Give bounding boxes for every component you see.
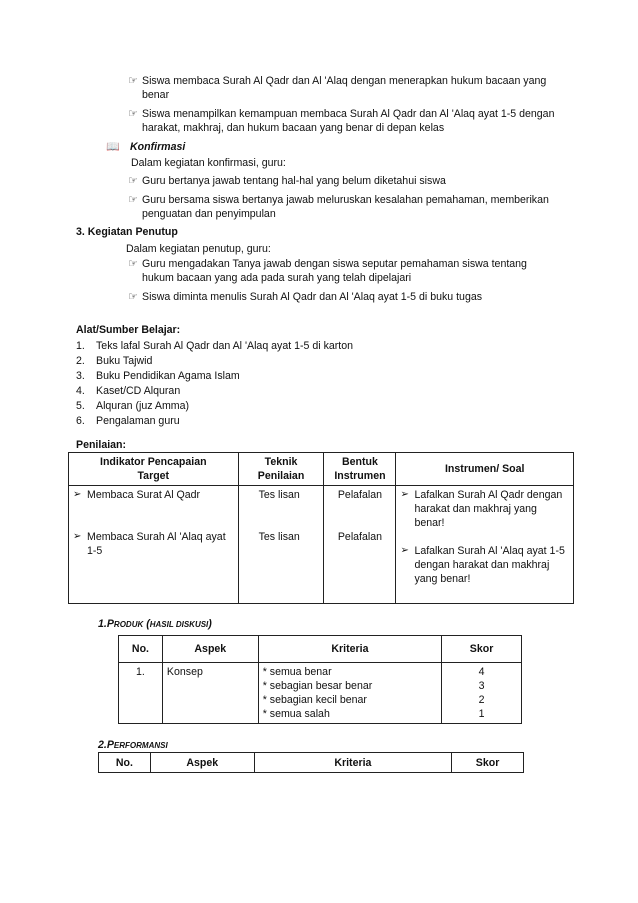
alat-text: Alquran (juz Amma) bbox=[96, 400, 190, 412]
arrow-bullet-icon: ➢ bbox=[400, 545, 409, 556]
bullet-text: Siswa menampilkan kemampuan membaca Surah Al Qadr dan Al 'Alaq ayat 1-5 dengan bbox=[142, 108, 555, 120]
bullet-text: hukum bacaan yang ada pada surah yang telah dipelajari bbox=[142, 272, 412, 284]
performansi-table bbox=[98, 752, 524, 773]
alat-text: Buku Pendidikan Agama Islam bbox=[96, 370, 240, 382]
header-kriteria: Kriteria bbox=[254, 753, 451, 773]
produk-table bbox=[118, 635, 522, 724]
alat-num: 1. bbox=[76, 340, 85, 352]
alat-item bbox=[76, 339, 353, 353]
bullet-text: Guru bertanya jawab tentang hal-hal yang belum diketahui siswa bbox=[142, 175, 446, 187]
no-cell: 1. bbox=[119, 663, 163, 724]
konfirmasi-intro: Dalam kegiatan konfirmasi, guru: bbox=[131, 157, 286, 169]
bentuk-cell bbox=[324, 486, 396, 604]
bullet-text: benar bbox=[142, 89, 170, 101]
teknik-cell bbox=[238, 486, 324, 604]
heading-rest: ERFORMANSI bbox=[113, 741, 168, 750]
header-text: Bentuk bbox=[342, 456, 378, 468]
table-row bbox=[69, 486, 574, 604]
soal-cell bbox=[396, 486, 574, 604]
alat-text: Buku Tajwid bbox=[96, 355, 153, 367]
indikator-text: 1-5 bbox=[87, 545, 103, 557]
heading-rest: RODUK bbox=[113, 620, 144, 629]
pointing-hand-icon: ☞ bbox=[128, 75, 138, 87]
header-text: Penilaian bbox=[257, 470, 305, 482]
penutup-bullet-2 bbox=[128, 290, 568, 304]
header-text: Indikator Pencapaian bbox=[100, 456, 207, 468]
performansi-header-row bbox=[99, 753, 524, 773]
heading-sub: HASIL DISKUSI bbox=[149, 620, 209, 629]
bullet-text: Siswa membaca Surah Al Qadr dan Al 'Alaq dengan menerapkan hukum bacaan yang bbox=[142, 75, 547, 87]
konfirmasi-title: Konfirmasi bbox=[130, 141, 186, 153]
pointing-hand-icon: ☞ bbox=[128, 108, 138, 120]
penutup-heading: 3. Kegiatan Penutup bbox=[76, 226, 178, 238]
header-bentuk bbox=[324, 453, 396, 486]
alat-heading: Alat/Sumber Belajar: bbox=[76, 324, 181, 336]
bullet-text: penguatan dan penyimpulan bbox=[142, 208, 276, 220]
penutup-intro: Dalam kegiatan penutup, guru: bbox=[126, 243, 271, 255]
alat-num: 4. bbox=[76, 385, 85, 397]
header-text: Instrumen bbox=[334, 470, 386, 482]
skor-text: 1 bbox=[478, 708, 485, 720]
penilaian-table bbox=[68, 452, 574, 604]
arrow-bullet-icon: ➢ bbox=[400, 489, 409, 500]
soal-text: Lafalkan Surah Al Qadr dengan bbox=[414, 489, 563, 501]
top-bullet-1 bbox=[128, 74, 568, 102]
soal-text: yang benar! bbox=[414, 573, 471, 585]
book-icon: 📖 bbox=[106, 141, 120, 153]
bullet-text: Guru mengadakan Tanya jawab dengan siswa seputar pemahaman siswa tentang bbox=[142, 258, 527, 270]
header-skor: Skor bbox=[442, 636, 522, 663]
produk-header-row bbox=[119, 636, 522, 663]
aspek-cell: Konsep bbox=[162, 663, 258, 724]
skor-text: 2 bbox=[478, 694, 485, 706]
kriteria-text: * semua benar bbox=[262, 666, 332, 678]
header-text: Teknik bbox=[264, 456, 298, 468]
header-kriteria: Kriteria bbox=[258, 636, 441, 663]
heading-num: 1. bbox=[98, 618, 107, 630]
heading-paren: ( bbox=[143, 618, 150, 630]
header-skor: Skor bbox=[452, 753, 524, 773]
penilaian-header-row bbox=[69, 453, 574, 486]
arrow-bullet-icon: ➢ bbox=[73, 489, 82, 500]
top-bullet-2 bbox=[128, 107, 568, 135]
alat-item bbox=[76, 384, 180, 398]
header-teknik bbox=[238, 453, 324, 486]
table-row bbox=[119, 663, 522, 724]
pointing-hand-icon: ☞ bbox=[128, 175, 138, 187]
alat-item bbox=[76, 369, 240, 383]
header-no: No. bbox=[99, 753, 151, 773]
kriteria-text: * semua salah bbox=[262, 708, 330, 720]
alat-item bbox=[76, 414, 180, 428]
konfirmasi-bullet-2 bbox=[128, 193, 568, 221]
teknik-text: Tes lisan bbox=[258, 489, 300, 501]
alat-text: Teks lafal Surah Al Qadr dan Al 'Alaq ayat 1-5 di karton bbox=[96, 340, 354, 352]
konfirmasi-bullet-1 bbox=[128, 174, 568, 188]
pointing-hand-icon: ☞ bbox=[128, 194, 138, 206]
header-instrumen: Instrumen/ Soal bbox=[396, 453, 574, 486]
performansi-heading bbox=[98, 738, 168, 753]
alat-text: Kaset/CD Alquran bbox=[96, 385, 181, 397]
indikator-item bbox=[73, 530, 234, 558]
kriteria-text: * sebagian kecil benar bbox=[262, 694, 367, 706]
skor-text: 4 bbox=[478, 666, 485, 678]
teknik-text: Tes lisan bbox=[258, 531, 300, 543]
heading-initial: P bbox=[106, 739, 114, 751]
alat-item bbox=[76, 399, 189, 413]
heading-initial: P bbox=[106, 618, 114, 630]
indikator-cell bbox=[69, 486, 239, 604]
heading-close: ) bbox=[208, 618, 212, 630]
indikator-text: Membaca Surat Al Qadr bbox=[87, 489, 201, 501]
heading-num: 2. bbox=[98, 739, 107, 751]
alat-item bbox=[76, 354, 152, 368]
header-aspek: Aspek bbox=[162, 636, 258, 663]
soal-text: benar! bbox=[414, 517, 445, 529]
soal-item bbox=[400, 488, 569, 544]
header-indikator bbox=[69, 453, 239, 486]
bentuk-text: Pelafalan bbox=[337, 489, 383, 501]
kriteria-text: * sebagian besar benar bbox=[262, 680, 373, 692]
skor-cell bbox=[442, 663, 522, 724]
pointing-hand-icon: ☞ bbox=[128, 291, 138, 303]
bentuk-text: Pelafalan bbox=[337, 531, 383, 543]
soal-item bbox=[400, 544, 569, 586]
bullet-text: harakat, makhraj, dan hukum bacaan yang benar di depan kelas bbox=[142, 122, 445, 134]
pointing-hand-icon: ☞ bbox=[128, 258, 138, 270]
soal-text: dengan harakat dan makhraj bbox=[414, 559, 550, 571]
penutup-bullet-1 bbox=[128, 257, 568, 285]
header-text: Target bbox=[137, 470, 170, 482]
kriteria-cell bbox=[258, 663, 441, 724]
soal-text: Lafalkan Surah Al 'Alaq ayat 1-5 bbox=[414, 545, 565, 557]
alat-num: 3. bbox=[76, 370, 85, 382]
indikator-item bbox=[73, 488, 234, 530]
bullet-text: Guru bersama siswa bertanya jawab meluruskan kesalahan pemahaman, memberikan bbox=[142, 194, 549, 206]
arrow-bullet-icon: ➢ bbox=[73, 531, 82, 542]
header-no: No. bbox=[119, 636, 163, 663]
skor-text: 3 bbox=[478, 680, 485, 692]
indikator-text: Membaca Surah Al 'Alaq ayat bbox=[87, 531, 226, 543]
header-aspek: Aspek bbox=[150, 753, 254, 773]
penilaian-heading: Penilaian: bbox=[76, 439, 127, 451]
produk-heading bbox=[98, 617, 212, 632]
alat-text: Pengalaman guru bbox=[96, 415, 180, 427]
alat-num: 2. bbox=[76, 355, 85, 367]
alat-num: 5. bbox=[76, 400, 85, 412]
konfirmasi-heading bbox=[106, 140, 185, 154]
alat-num: 6. bbox=[76, 415, 85, 427]
soal-text: harakat dan makhraj yang bbox=[414, 503, 537, 515]
bullet-text: Siswa diminta menulis Surah Al Qadr dan Al 'Alaq ayat 1-5 di buku tugas bbox=[142, 291, 483, 303]
